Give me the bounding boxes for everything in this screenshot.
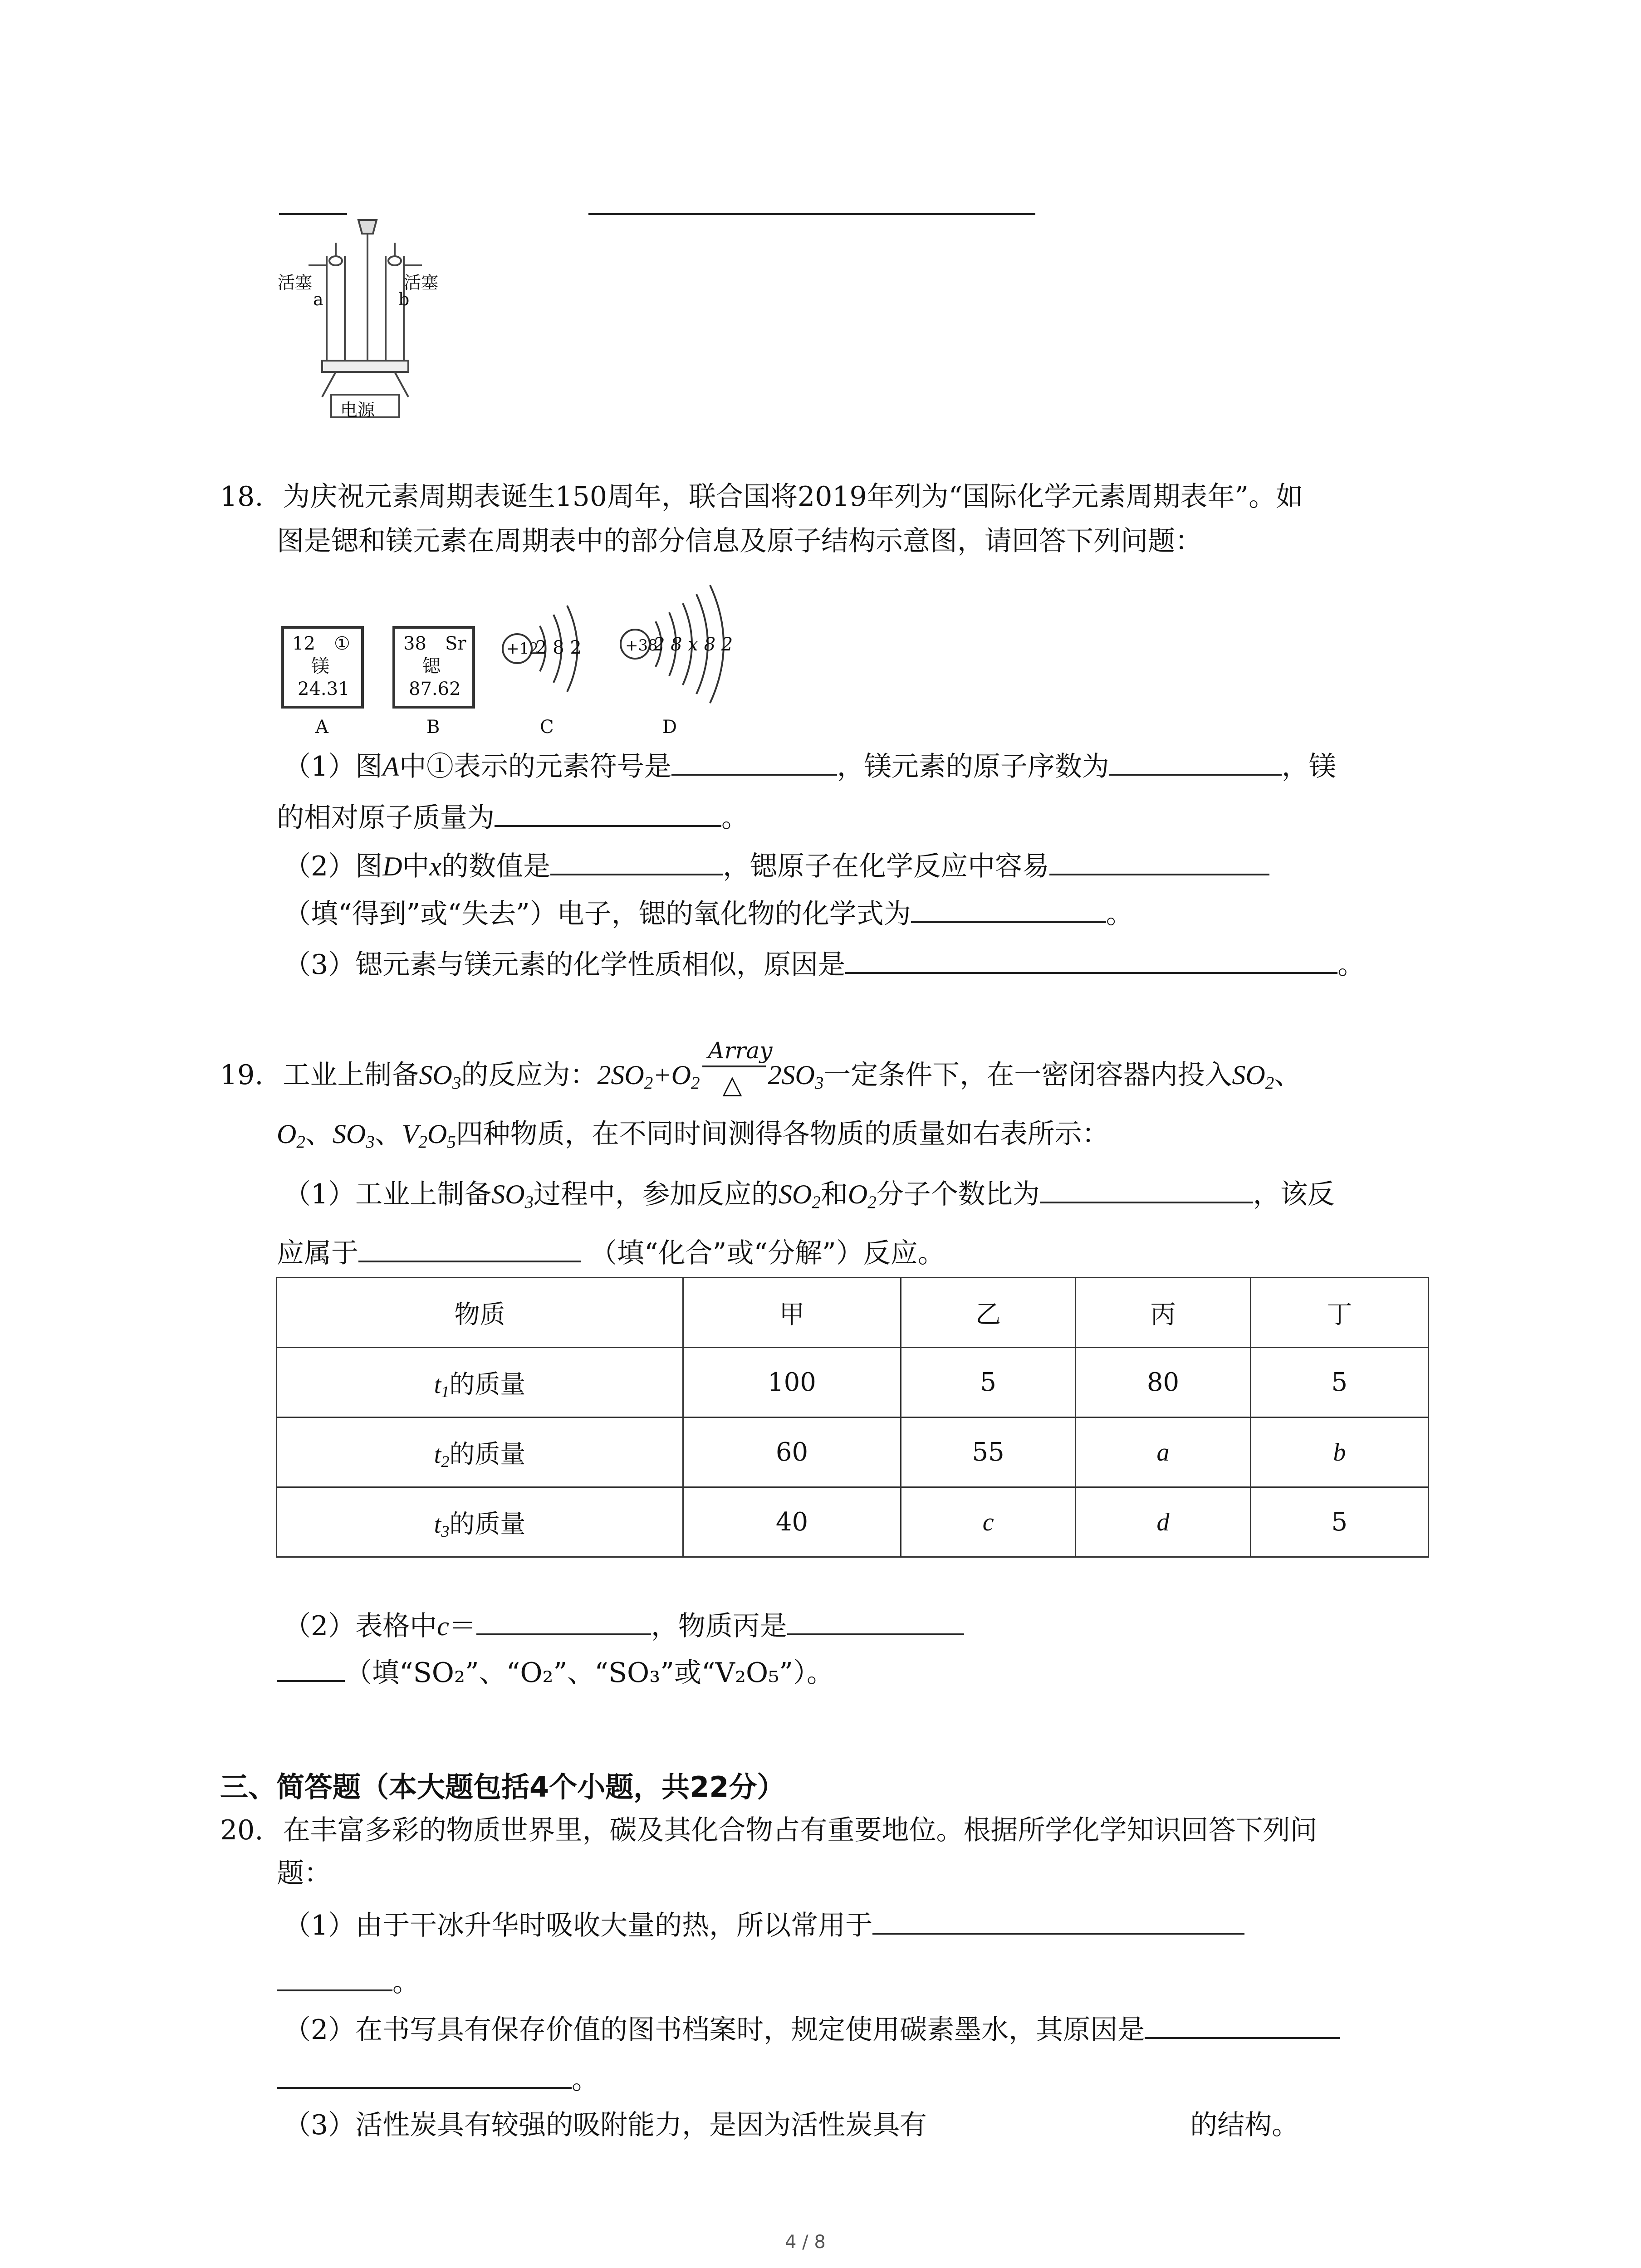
q18-p2-x: x [429, 851, 442, 881]
q18-number: 18. [220, 481, 264, 513]
stopcock-label-left: 活塞 [278, 273, 313, 293]
table-header-cell: 乙 [901, 1278, 1075, 1348]
row-label-text: 的质量 [449, 1439, 526, 1469]
table-cell: 40 [683, 1487, 901, 1557]
q20-p1-period: 。 [392, 1966, 420, 1998]
table-cell: 5 [1250, 1487, 1428, 1557]
q19-p2-c: c [437, 1611, 449, 1641]
table-cell: c [901, 1487, 1075, 1557]
q18-line-1 [220, 479, 1303, 515]
stopcock-label-right: 活塞 [404, 273, 439, 293]
q19-reaction-arrow [700, 1037, 773, 1100]
table-cell: 100 [683, 1348, 901, 1418]
q19-p1-so3: $SO_3$ [491, 1179, 534, 1212]
q18-p1-blank-atomic-mass[interactable] [495, 800, 721, 827]
q18-p2-blank-oxide-formula[interactable] [911, 896, 1106, 923]
row-t: t [434, 1510, 441, 1539]
carryover-blank-1[interactable] [279, 213, 347, 215]
q20-p1-blank-use[interactable] [872, 1907, 1244, 1935]
mg-periodic-cell [281, 626, 364, 709]
q19-so3: $SO_3$ [419, 1060, 461, 1093]
row-label [277, 1348, 683, 1418]
tube-mark-b: b [398, 289, 410, 309]
q18-p1-blank-symbol[interactable] [671, 748, 837, 776]
q20-line-2 [277, 1855, 331, 1892]
q19-part2-line-1 [284, 1608, 964, 1644]
q20-part3-line [284, 2107, 1299, 2143]
row-label [277, 1487, 683, 1557]
q19-so3-b: $SO_3$ [332, 1119, 375, 1152]
mg-atomic-number: 12 [292, 633, 315, 654]
q19-p2-text-a: （2）表格中 [284, 1610, 437, 1642]
q19-so2: $SO_2$ [1232, 1060, 1274, 1093]
table-header-cell: 物质 [277, 1278, 683, 1348]
row-t: t [434, 1440, 441, 1469]
q19-o2: $O_2$ [277, 1119, 305, 1152]
q19-products: $2SO_3$ [768, 1060, 824, 1093]
q20-part1-line-1 [284, 1907, 1244, 1944]
q18-p2-blank-gain-lose[interactable] [1049, 848, 1269, 875]
table-row [277, 1418, 1429, 1487]
q18-part1-line-1 [284, 748, 1336, 785]
q20-p1-text: （1）由于干冰升华时吸收大量的热，所以常用于 [284, 1910, 873, 1941]
row-label-text: 的质量 [449, 1509, 526, 1539]
table-cell: 5 [901, 1348, 1075, 1418]
q20-p2-blank-reason-cont[interactable] [277, 2062, 572, 2089]
mass-table [276, 1277, 1429, 1558]
q19-p2-blank-substance-c[interactable] [787, 1608, 964, 1635]
fig-label-c: C [540, 717, 554, 738]
q18-line-2 [277, 523, 1202, 559]
q19-number: 19. [220, 1059, 264, 1091]
table-cell: 55 [901, 1418, 1075, 1487]
q19-text-2: 的反应为： [461, 1059, 598, 1091]
q18-p2-period: 。 [1106, 898, 1133, 930]
q20-p3-text-a: （3）活性炭具有较强的吸附能力，是因为活性炭具有 [284, 2109, 927, 2141]
row-label-text: 的质量 [449, 1369, 526, 1399]
q19-p2-blank-substance-c-cont[interactable] [277, 1655, 345, 1682]
q19-text-1: 工业上制备 [283, 1059, 419, 1091]
q18-p1-fig-a: A [382, 752, 399, 782]
q19-p1-text-b: 过程中，参加反应的 [534, 1178, 779, 1210]
q19-p1-text-l2b: （填“化合”或“分解”）反应。 [590, 1237, 945, 1269]
q18-text-2: 图是锶和镁元素在周期表中的部分信息及原子结构示意图，请回答下列问题： [277, 525, 1202, 557]
q18-p1-text-b: 中①表示的元素符号是 [399, 751, 671, 782]
q20-part2-line-1 [284, 2012, 1340, 2048]
q18-p2-text-b: 中 [402, 850, 430, 882]
sr-atomic-number: 38 [403, 633, 426, 654]
q18-p2-text-l2: （填“得到”或“失去”）电子，锶的氧化物的化学式为 [284, 898, 911, 930]
q19-part2-line-2 [277, 1655, 834, 1691]
q20-p2-text: （2）在书写具有保存价值的图书档案时，规定使用碳素墨水，其原因是 [284, 2014, 1145, 2046]
q18-p2-fig-d: D [382, 851, 402, 881]
sr-name: 锶 [422, 656, 441, 677]
q18-p3-period: 。 [1337, 949, 1365, 981]
q20-part1-line-2 [277, 1964, 420, 2000]
table-header-cell: 丁 [1250, 1278, 1428, 1348]
table-row [277, 1348, 1429, 1418]
table-cell: 60 [683, 1418, 901, 1487]
q18-p2-text-d: ，锶原子在化学反应中容易 [723, 850, 1050, 882]
q20-line-1 [220, 1812, 1318, 1848]
mg-shells: 2 8 2 [535, 637, 582, 658]
q18-p1-blank-atomic-number[interactable] [1109, 748, 1282, 776]
q18-p1-text-a: （1）图 [284, 751, 383, 782]
mg-mass: 24.31 [298, 679, 350, 699]
section-3-heading: 三、简答题（本大题包括4个小题，共22分） [220, 1770, 785, 1804]
q18-text-1: 为庆祝元素周期表诞生150周年，联合国将2019年列为“国际化学元素周期表年”。如 [283, 481, 1303, 513]
table-header-row [277, 1278, 1429, 1348]
q19-reactants: $2SO_2+O_2$ [597, 1060, 700, 1093]
q18-p2-text-c: 的数值是 [441, 850, 551, 882]
q19-p1-blank-reaction-type[interactable] [358, 1235, 581, 1262]
q20-text-2: 题： [277, 1857, 331, 1889]
table-row [277, 1487, 1429, 1557]
table-cell: 80 [1076, 1348, 1250, 1418]
q18-part1-line-2 [277, 800, 749, 836]
q19-line-1 [220, 1037, 1302, 1100]
q19-p1-o2: $O_2$ [847, 1179, 877, 1212]
table-cell: a [1076, 1418, 1250, 1487]
mg-nucleus: +12 [506, 640, 539, 658]
q19-p1-text-d: 分子个数比为 [876, 1178, 1040, 1210]
tube-mark-a: a [313, 289, 323, 309]
q18-p3-text: （3）锶元素与镁元素的化学性质相似，原因是 [284, 949, 846, 981]
q18-part2-line-2 [284, 896, 1133, 932]
q19-text-3: 一定条件下，在一密闭容器内投入 [823, 1059, 1232, 1091]
row-t: t [434, 1370, 441, 1399]
q19-part1-line-1 [284, 1176, 1335, 1212]
power-label: 电源 [340, 400, 375, 420]
sr-nucleus: +38 [625, 636, 658, 655]
q19-text-4: 、 [1274, 1059, 1302, 1091]
table-header-cell: 丙 [1076, 1278, 1250, 1348]
q19-p1-blank-ratio[interactable] [1040, 1176, 1253, 1203]
q20-part2-line-2 [277, 2062, 599, 2098]
carryover-blank-2[interactable] [588, 213, 1035, 215]
q18-p2-text-a: （2）图 [284, 850, 383, 882]
sr-periodic-cell [392, 626, 475, 709]
q18-p1-text-d: ，镁 [1281, 751, 1336, 782]
q18-part3-line [284, 947, 1365, 983]
q20-p2-period: 。 [572, 2064, 599, 2096]
q19-p2-eq: ＝ [449, 1610, 476, 1642]
q19-p2-blank-c[interactable] [476, 1608, 651, 1635]
mg-symbol-placeholder: ① [334, 633, 350, 654]
q18-part2-line-1 [284, 848, 1269, 885]
q18-p1-text-l2: 的相对原子质量为 [277, 802, 495, 834]
q19-p1-text-c: 和 [820, 1178, 848, 1210]
fig-label-d: D [662, 717, 677, 738]
row-t-sub: 2 [441, 1452, 450, 1471]
q19-p1-text-l2a: 应属于 [277, 1237, 358, 1269]
q19-p2-text-d: ，物质丙是 [651, 1610, 787, 1642]
q19-v2o5: $V_2O_5$ [402, 1119, 456, 1152]
q20-number: 20. [220, 1814, 264, 1846]
row-label [277, 1418, 683, 1487]
q20-p3-text-b: 的结构。 [1190, 2109, 1299, 2141]
row-t-sub: 1 [441, 1382, 450, 1401]
q19-text-l2-end: 四种物质，在不同时间测得各物质的质量如右表所示： [456, 1118, 1109, 1150]
q19-part1-line-2 [277, 1235, 945, 1271]
row-t-sub: 3 [441, 1522, 450, 1540]
q18-p2-blank-x[interactable] [550, 848, 723, 875]
q19-p2-text-l2: （填“SO₂”、“O₂”、“SO₃”或“V₂O₅”）。 [345, 1657, 834, 1689]
q19-arrow-top: Array [708, 1037, 773, 1064]
fig-label-b: B [426, 717, 440, 738]
sr-symbol: Sr [445, 633, 466, 654]
table-cell: d [1076, 1487, 1250, 1557]
q19-p1-text-e: ，该反 [1253, 1178, 1335, 1210]
q18-p1-text-c: ，镁元素的原子序数为 [837, 751, 1109, 782]
page-number: 4 / 8 [785, 2232, 826, 2253]
q20-p2-blank-reason[interactable] [1145, 2012, 1340, 2039]
table-header-cell: 甲 [683, 1278, 901, 1348]
q18-p3-blank-reason[interactable] [845, 947, 1337, 974]
q20-p1-blank-use-cont[interactable] [277, 1964, 392, 1991]
q20-text-1: 在丰富多彩的物质世界里，碳及其化合物占有重要地位。根据所学化学知识回答下列问 [283, 1814, 1318, 1846]
q19-line-2: $O_2$、$SO_3$、$V_2O_5$四种物质，在不同时间测得各物质的质量如右表所示： [277, 1118, 1109, 1152]
q19-p1-text-a: （1）工业上制备 [284, 1178, 492, 1210]
q19-arrow-bottom: △ [722, 1070, 742, 1100]
q18-p1-period: 。 [721, 802, 749, 834]
fig-label-a: A [315, 717, 328, 738]
sr-mass: 87.62 [409, 679, 461, 699]
mg-name: 镁 [311, 656, 329, 677]
table-cell: b [1250, 1418, 1428, 1487]
q19-p1-so2: $SO_2$ [779, 1179, 821, 1212]
table-cell: 5 [1250, 1348, 1428, 1418]
sr-shells: 2 8 x 8 2 [653, 634, 733, 655]
